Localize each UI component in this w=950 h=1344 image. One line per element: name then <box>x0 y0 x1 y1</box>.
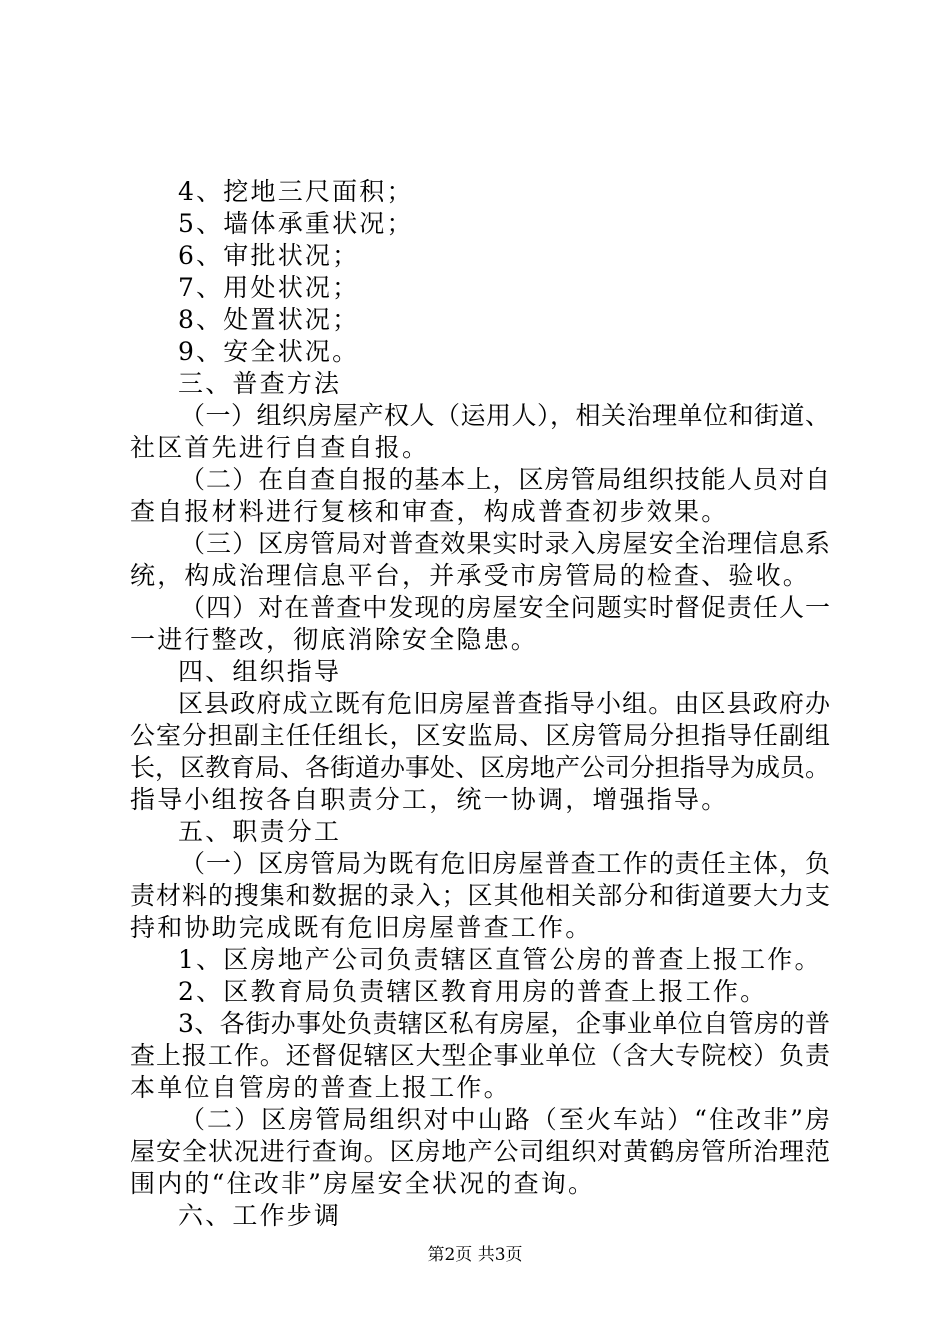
text-line: 7、用处状况； <box>178 273 360 302</box>
text-line: 围内的“住改非”房屋安全状况的查询。 <box>130 1169 596 1198</box>
text-line: 社区首先进行自查自报。 <box>130 433 430 462</box>
text-line: （二）在自查自报的基本上，区房管局组织技能人员对自 <box>180 465 830 494</box>
text-line: （一）区房管局为既有危旧房屋普查工作的责任主体，负 <box>180 849 830 878</box>
text-line: 一进行整改，彻底消除安全隐患。 <box>130 625 539 654</box>
text-line: 4、挖地三尺面积； <box>178 177 414 206</box>
text-line: 三、普查方法 <box>178 369 342 398</box>
text-line: 公室分担副主任任组长，区安监局、区房管局分担指导任副组 <box>130 721 830 750</box>
text-line: 查自报材料进行复核和审查，构成普查初步效果。 <box>130 497 729 526</box>
text-line: 持和协助完成既有危旧房屋普查工作。 <box>130 913 593 942</box>
text-line: 2、区教育局负责辖区教育用房的普查上报工作。 <box>178 977 768 1006</box>
text-line: 四、组织指导 <box>178 657 342 686</box>
text-line: 六、工作步调 <box>178 1201 342 1230</box>
text-line: 9、安全状况。 <box>178 337 360 366</box>
text-line: 3、各街办事处负责辖区私有房屋，企事业单位自管房的普 <box>178 1009 830 1038</box>
document-body <box>130 176 830 1232</box>
text-line: （四）对在普查中发现的房屋安全问题实时督促责任人一 <box>180 593 830 622</box>
text-line: 屋安全状况进行查询。区房地产公司组织对黄鹤房管所治理范 <box>130 1137 830 1166</box>
text-line: 区县政府成立既有危旧房屋普查指导小组。由区县政府办 <box>178 689 830 718</box>
text-line: 8、处置状况； <box>178 305 360 334</box>
text-line: 五、职责分工 <box>178 817 342 846</box>
text-line: 指导小组按各自职责分工，统一协调，增强指导。 <box>130 785 729 814</box>
text-line: 5、墙体承重状况； <box>178 209 414 238</box>
page-footer: 第2页 共3页 <box>427 1245 523 1265</box>
text-line: 责材料的搜集和数据的录入；区其他相关部分和街道要大力支 <box>130 881 830 910</box>
text-line: （二）区房管局组织对中山路（至火车站）“住改非”房 <box>180 1105 830 1134</box>
text-line: （三）区房管局对普查效果实时录入房屋安全治理信息系 <box>180 529 830 558</box>
text-line: 本单位自管房的普查上报工作。 <box>130 1073 511 1102</box>
text-line: 1、区房地产公司负责辖区直管公房的普查上报工作。 <box>178 945 822 974</box>
text-line: 长，区教育局、各街道办事处、区房地产公司分担指导为成员。 <box>130 753 831 782</box>
text-line: （一）组织房屋产权人（运用人），相关治理单位和街道、 <box>180 401 830 430</box>
text-line: 查上报工作。还督促辖区大型企事业单位（含大专院校）负责 <box>130 1041 830 1070</box>
text-line: 统，构成治理信息平台，并承受市房管局的检查、验收。 <box>130 561 811 590</box>
text-line: 6、审批状况； <box>178 241 360 270</box>
